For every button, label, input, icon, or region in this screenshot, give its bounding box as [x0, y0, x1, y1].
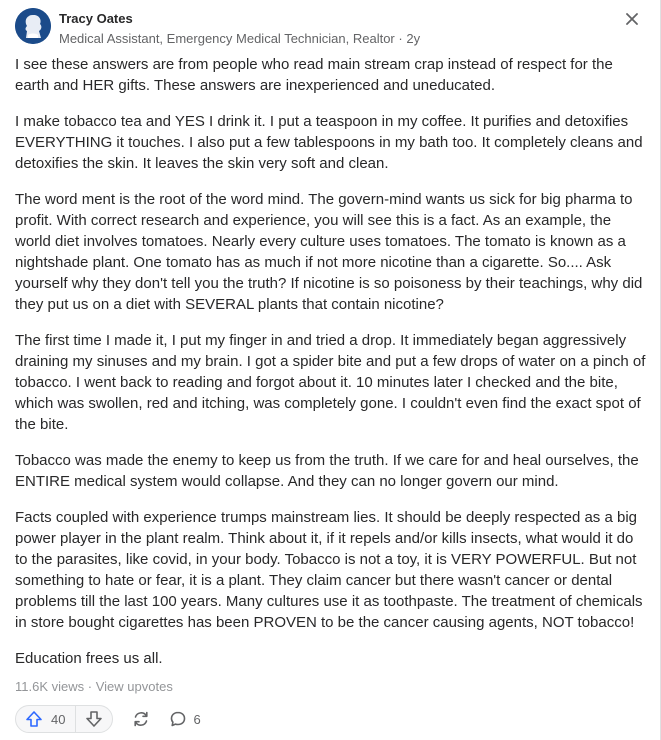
action-bar: [15, 704, 201, 734]
upvote-count: 40: [51, 711, 66, 727]
answer-paragraph: The first time I made it, I put my finger in and tried a drop. It immediately began aggressively draining my sinuses and my brain. I got a spider bite and put a few drops of water on a pinch of tobacco. I went back to reading and forgot about it. 10 minutes later I checked and the bite, which was swollen, red and itching, was completely gone. I couldn't even find the exact spot of the bite.: [15, 332, 646, 433]
answer-body: [15, 54, 649, 684]
comment-bubble-icon: [169, 710, 187, 728]
comment-count: 6: [193, 711, 201, 727]
downvote-button[interactable]: [76, 705, 112, 733]
upvote-button[interactable]: [16, 705, 76, 733]
credentials-separator: ·: [398, 31, 403, 46]
answer-paragraph: Facts coupled with experience trumps mainstream lies. It should be deeply respected as a big power player in the plant realm. Think about it, if it repels and/or kills insects, what would it do to the parasites, like covid, in your body. Tobacco is not a toy, it is VERY POWERFUL. But not something to hate or fear, it is a plant. They claim cancer but there wasn't cancer or dental problems till the last 100 years. Many cultures use it as toothpaste. The treatment of chemicals in store bought cigarettes has been PROVEN to be the cancer causing agents, NOT tobacco!: [15, 509, 643, 631]
answer-paragraph: I see these answers are from people who read main stream crap instead of respect for the earth and HER gifts. These answers are inexperienced and uneducated.: [15, 56, 613, 94]
view-upvotes-link[interactable]: View upvotes: [95, 679, 173, 694]
author-credentials-line: [59, 31, 420, 46]
answer-stats: [15, 679, 173, 694]
share-rotate-icon: [131, 709, 151, 729]
stats-separator: ·: [87, 679, 93, 694]
vote-group: [15, 705, 113, 733]
view-count: 11.6K views: [15, 679, 85, 694]
close-button[interactable]: [623, 10, 641, 28]
author-avatar[interactable]: [15, 8, 51, 44]
user-silhouette-icon: [15, 8, 51, 44]
answer-age[interactable]: 2y: [406, 31, 421, 46]
answer-header: [15, 8, 645, 50]
close-icon: [623, 10, 641, 28]
comment-button[interactable]: [169, 710, 200, 728]
author-name[interactable]: Tracy Oates: [59, 11, 133, 26]
arrow-up-icon: [25, 710, 43, 728]
arrow-down-icon: [85, 710, 103, 728]
answer-paragraph: The word ment is the root of the word mind. The govern-mind wants us sick for big pharma to profit. With correct research and experience, you will see this is a fact. As an example, the world diet involves tomatoes. Nearly every culture uses tomatoes. The tomato is known as a nightshade plant. One tomato has as much if not more nicotine than a cigarette. So.... Ask yourself why they don't tell you the truth? If nicotine is so poisoness by their teachings, why did they put us on a diet with SEVERAL plants that contain nicotine?: [15, 191, 643, 313]
answer-paragraph: Education frees us all.: [15, 650, 163, 667]
author-credentials[interactable]: Medical Assistant, Emergency Medical Technician, Realtor: [59, 31, 395, 46]
answer-paragraph: Tobacco was made the enemy to keep us from the truth. If we care for and heal ourselves, the ENTIRE medical system would collapse. And they can no longer govern our mind.: [15, 452, 639, 490]
answer-paragraph: I make tobacco tea and YES I drink it. I put a teaspoon in my coffee. It purifies and detoxifies EVERYTHING it touches. I also put a few tablespoons in my bath too. It completely cleans and detoxifies the skin. It leaves the skin very soft and clean.: [15, 113, 643, 172]
share-button[interactable]: [131, 709, 151, 729]
